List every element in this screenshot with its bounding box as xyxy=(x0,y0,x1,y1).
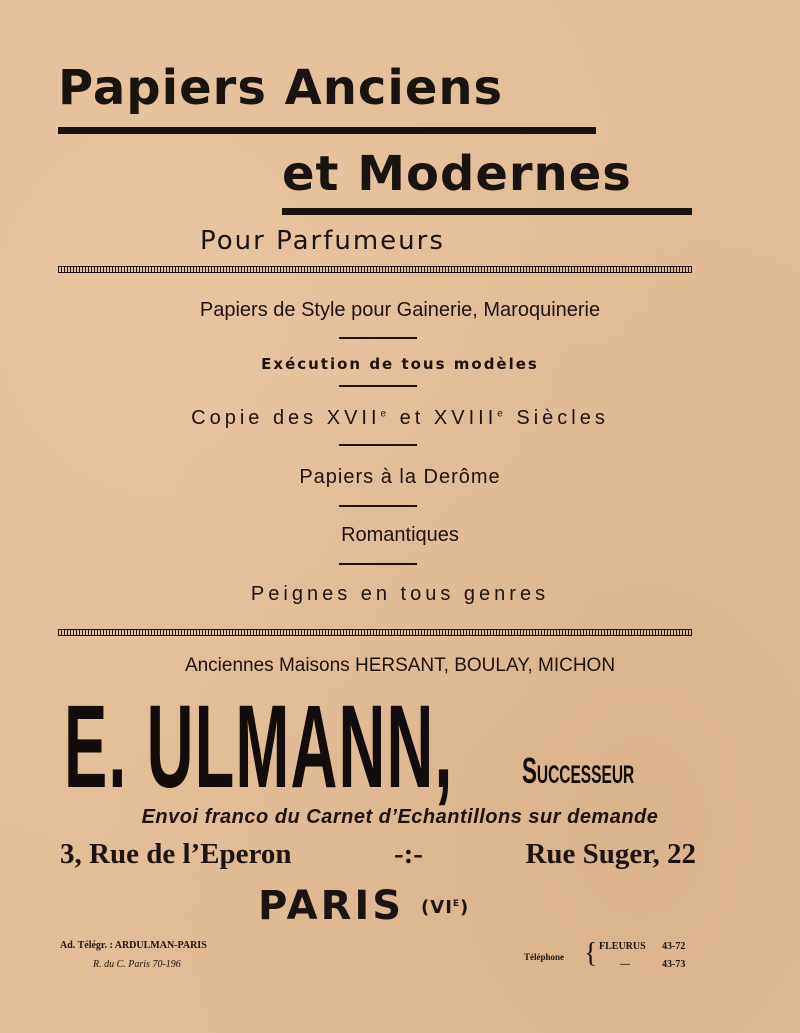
offering-romantiques: Romantiques xyxy=(341,524,459,546)
title-line-2: et Modernes xyxy=(282,146,632,202)
short-divider xyxy=(339,385,417,387)
phone-number-1: 43-72 xyxy=(662,941,686,952)
short-divider xyxy=(339,444,417,446)
address-separator: -:- xyxy=(393,838,423,870)
title-line-1: Papiers Anciens xyxy=(58,60,504,116)
hatched-divider-top xyxy=(58,266,692,273)
former-houses: Anciennes Maisons HERSANT, BOULAY, MICHON xyxy=(184,655,616,676)
offering-peignes: Peignes en tous genres xyxy=(250,583,550,605)
city-name: PARIS xyxy=(258,883,405,929)
superscript-e: e xyxy=(497,408,507,420)
short-divider xyxy=(339,505,417,507)
address-eperon: 3, Rue de l’Eperon xyxy=(60,838,292,870)
city xyxy=(258,883,470,929)
commerce-registry: R. du C. Paris 70-196 xyxy=(93,959,181,970)
phone-number-2: 43-73 xyxy=(662,959,686,970)
arrondissement: $(VI^E)$ xyxy=(421,897,470,918)
offering-derome: Papiers à la Derôme xyxy=(299,466,501,488)
street-address xyxy=(60,840,696,869)
copies-part-3: Siècles xyxy=(516,407,609,429)
phone-brace: { xyxy=(584,938,598,969)
firm-name: E. ULMANN, xyxy=(64,681,454,813)
title-underline-1 xyxy=(58,127,596,134)
title-line-3: Pour Parfumeurs xyxy=(200,226,445,256)
offering-copies xyxy=(0,408,800,428)
phone-label: Téléphone xyxy=(524,952,565,962)
superscript-e: e xyxy=(380,408,391,420)
copies-part-2: et XVIII xyxy=(399,407,498,429)
address-suger: Rue Suger, 22 xyxy=(525,838,696,870)
phone-exchange: FLEURUS xyxy=(599,941,646,952)
short-divider xyxy=(339,337,417,339)
phone-dash: — xyxy=(620,959,630,970)
samples-notice: Envoi franco du Carnet d’Echantillons sur demande xyxy=(141,806,659,828)
short-divider xyxy=(339,563,417,565)
hatched-divider-bottom xyxy=(58,629,692,636)
title-underline-2 xyxy=(282,208,692,215)
copies-part-1: Copie des XVII xyxy=(191,407,381,429)
telegraph-address: Ad. Télégr. : ARDULMAN-PARIS xyxy=(60,940,207,951)
firm-title: Successeur xyxy=(522,750,635,791)
offering-style-papers: Papiers de Style pour Gainerie, Maroquinerie xyxy=(199,299,601,321)
offering-execution: Exécution de tous modèles xyxy=(261,355,539,373)
